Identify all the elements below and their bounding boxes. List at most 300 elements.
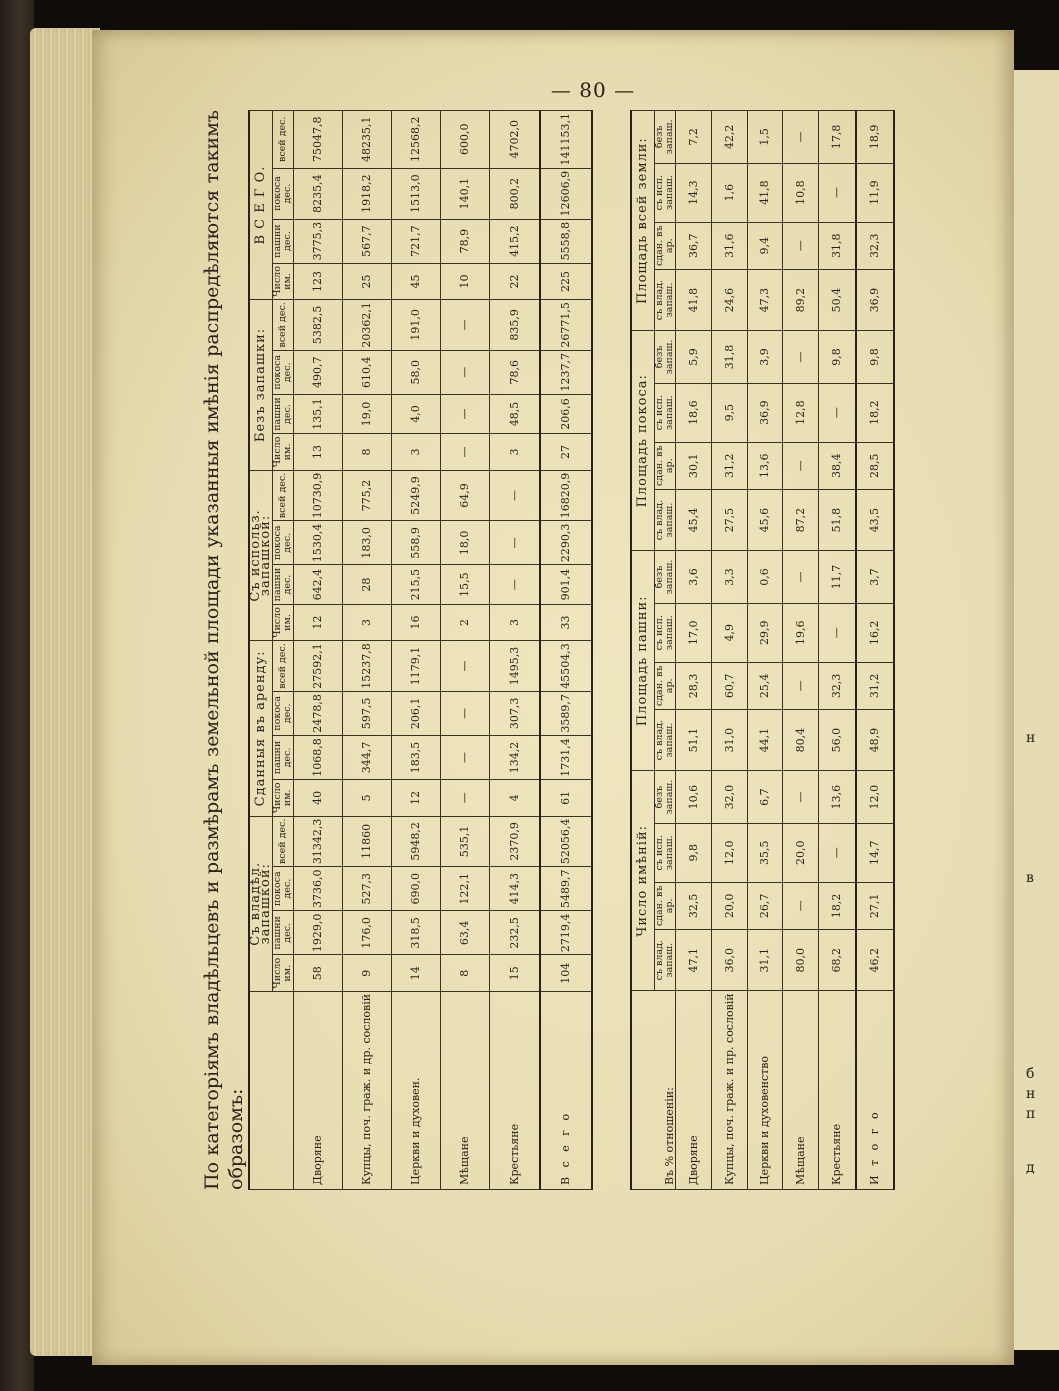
table-cell: 31342,3 bbox=[294, 816, 343, 867]
table-cell: — bbox=[819, 603, 856, 662]
sub-header: пашни дес. bbox=[273, 219, 294, 263]
table-cell: 5 bbox=[342, 780, 391, 816]
table-cell: 19,0 bbox=[342, 394, 391, 433]
table-cell: 35,5 bbox=[747, 823, 783, 882]
table-cell: 31,2 bbox=[856, 662, 894, 709]
table-cell: 45504,3 bbox=[540, 641, 592, 692]
rotated-content bbox=[200, 110, 1000, 1190]
table-cell: 3 bbox=[489, 434, 540, 470]
table-row bbox=[783, 111, 819, 1190]
table-cell: 31,6 bbox=[711, 222, 747, 269]
sub-header: съ исп. запаш. bbox=[655, 383, 676, 442]
table-cell: 12 bbox=[294, 604, 343, 640]
table-cell: — bbox=[440, 350, 489, 394]
sub-header: безъ запаш. bbox=[655, 111, 676, 164]
table-cell: — bbox=[783, 442, 819, 489]
table-cell: 78,6 bbox=[489, 350, 540, 394]
table-cell: 5249,9 bbox=[391, 470, 440, 521]
table-cell: 36,9 bbox=[747, 383, 783, 442]
table-cell: 17,0 bbox=[676, 603, 712, 662]
sub-header: Число им. bbox=[273, 604, 294, 640]
sub-header: пашни дес. bbox=[273, 911, 294, 955]
table-row bbox=[342, 111, 391, 1190]
margin-fragment: д bbox=[1026, 1160, 1035, 1176]
label-header-empty bbox=[249, 991, 294, 1189]
table-cell: 1068,8 bbox=[294, 735, 343, 779]
page-edges bbox=[30, 28, 100, 1356]
table-cell: 68,2 bbox=[819, 930, 856, 991]
table-cell: — bbox=[440, 434, 489, 470]
table-cell: — bbox=[783, 111, 819, 164]
table-cell: — bbox=[440, 641, 489, 692]
table-cell: 140,1 bbox=[440, 168, 489, 219]
table-cell: 232,5 bbox=[489, 911, 540, 955]
table-cell: 206,1 bbox=[391, 691, 440, 735]
sub-header: Число им. bbox=[273, 263, 294, 299]
table-row bbox=[747, 111, 783, 1190]
table-cell: 10730,9 bbox=[294, 470, 343, 521]
table-cell: 17,8 bbox=[819, 111, 856, 164]
sub-header: всей дес. bbox=[273, 641, 294, 692]
table-cell: 8 bbox=[440, 955, 489, 991]
table-cell: — bbox=[783, 331, 819, 383]
total-row bbox=[540, 111, 592, 1190]
table-cell: 78,9 bbox=[440, 219, 489, 263]
table-cell: 26771,5 bbox=[540, 300, 592, 351]
row-label: Церкви и духовенство bbox=[747, 991, 783, 1190]
table-cell: 600,0 bbox=[440, 111, 489, 169]
table-cell: 13 bbox=[294, 434, 343, 470]
sub-header: всей дес. bbox=[273, 470, 294, 521]
table-cell: 835,9 bbox=[489, 300, 540, 351]
table-cell: 10,6 bbox=[676, 771, 712, 823]
group-header: Площадь покоса: bbox=[631, 331, 655, 551]
group-header: Съ использ. запашкой: bbox=[249, 470, 273, 641]
sub-header: съ влад. запаш. bbox=[655, 709, 676, 770]
table-cell: 318,5 bbox=[391, 911, 440, 955]
table-cell: 18,9 bbox=[856, 111, 894, 164]
sub-header: пашни дес. bbox=[273, 565, 294, 604]
table-cell: 60,7 bbox=[711, 662, 747, 709]
sub-header: съ влад. запаш. bbox=[655, 930, 676, 991]
holdings-table bbox=[248, 110, 593, 1190]
sub-header: пашни дес. bbox=[273, 735, 294, 779]
group-header: Сданныя въ аренду: bbox=[249, 641, 273, 816]
table-cell: 36,9 bbox=[856, 269, 894, 330]
table-cell: 567,7 bbox=[342, 219, 391, 263]
table-cell: 4 bbox=[489, 780, 540, 816]
table-cell: 721,7 bbox=[391, 219, 440, 263]
row-label: Крестьяне bbox=[819, 991, 856, 1190]
table-cell: — bbox=[783, 662, 819, 709]
table-cell: 41,8 bbox=[747, 163, 783, 222]
table-cell: 89,2 bbox=[783, 269, 819, 330]
table-cell: — bbox=[440, 691, 489, 735]
table-cell: — bbox=[440, 300, 489, 351]
table-cell: 33 bbox=[540, 604, 592, 640]
table-cell: 4,9 bbox=[711, 603, 747, 662]
table-cell: 6,7 bbox=[747, 771, 783, 823]
table-cell: — bbox=[440, 735, 489, 779]
table-cell: 415,2 bbox=[489, 219, 540, 263]
table-cell: 20,0 bbox=[711, 882, 747, 929]
group-header: Площадь пашни: bbox=[631, 551, 655, 771]
table-cell: 80,0 bbox=[783, 930, 819, 991]
group-header: Безъ запашки: bbox=[249, 300, 273, 471]
sub-header: сдан. въ ар. bbox=[655, 442, 676, 489]
row-label: Купцы, поч. граж. и пр. сословій bbox=[711, 991, 747, 1190]
table-cell: 47,1 bbox=[676, 930, 712, 991]
table-cell: — bbox=[489, 470, 540, 521]
table-cell: 28,3 bbox=[676, 662, 712, 709]
table-cell: 48,9 bbox=[856, 709, 894, 770]
row-label: В с е г о bbox=[540, 991, 592, 1189]
table-cell: 15,5 bbox=[440, 565, 489, 604]
intro-paragraph: По категоріямъ владѣльцевъ и размѣрамъ земельной площади указанныя имѣнія распредѣляются такимъ образомъ: bbox=[201, 110, 247, 1190]
row-label: Мѣщане bbox=[440, 991, 489, 1189]
table-cell: 14,3 bbox=[676, 163, 712, 222]
table-cell: 58,0 bbox=[391, 350, 440, 394]
group-header: Площадь всей земли: bbox=[631, 111, 655, 331]
sub-header: покоса дес. bbox=[273, 168, 294, 219]
table-cell: — bbox=[783, 771, 819, 823]
table-cell: 16 bbox=[391, 604, 440, 640]
table-cell: 10 bbox=[440, 263, 489, 299]
table-cell: 44,1 bbox=[747, 709, 783, 770]
table-cell: 535,1 bbox=[440, 816, 489, 867]
table-cell: 28,5 bbox=[856, 442, 894, 489]
sub-header: съ исп. запаш. bbox=[655, 603, 676, 662]
table-cell: 32,0 bbox=[711, 771, 747, 823]
sub-header: покоса дес. bbox=[273, 691, 294, 735]
table-cell: 1495,3 bbox=[489, 641, 540, 692]
row-label: Крестьяне bbox=[489, 991, 540, 1189]
table-cell: 9,8 bbox=[819, 331, 856, 383]
table-cell: 61 bbox=[540, 780, 592, 816]
table-cell: 3,7 bbox=[856, 551, 894, 603]
table-cell: 176,0 bbox=[342, 911, 391, 955]
table-cell: 135,1 bbox=[294, 394, 343, 433]
table-cell: 775,2 bbox=[342, 470, 391, 521]
table-cell: 9,8 bbox=[676, 823, 712, 882]
sub-header: Число им. bbox=[273, 434, 294, 470]
table-cell: 104 bbox=[540, 955, 592, 991]
table-cell: — bbox=[783, 551, 819, 603]
table-cell: 32,3 bbox=[819, 662, 856, 709]
table-cell: 40 bbox=[294, 780, 343, 816]
table-cell: 48,5 bbox=[489, 394, 540, 433]
table-cell: 48235,1 bbox=[342, 111, 391, 169]
table-cell: 13,6 bbox=[747, 442, 783, 489]
table-cell: 27 bbox=[540, 434, 592, 470]
table-cell: 490,7 bbox=[294, 350, 343, 394]
table-cell: 0,6 bbox=[747, 551, 783, 603]
table-cell: 307,3 bbox=[489, 691, 540, 735]
table-cell: 20,0 bbox=[783, 823, 819, 882]
row-label: Купцы, поч. граж. и др. сословій bbox=[342, 991, 391, 1189]
sub-header: всей дес. bbox=[273, 300, 294, 351]
group-header: Число имѣній: bbox=[631, 771, 655, 991]
sub-header: покоса дес. bbox=[273, 867, 294, 911]
table-cell: 642,4 bbox=[294, 565, 343, 604]
table-cell: 690,0 bbox=[391, 867, 440, 911]
table-cell: — bbox=[440, 394, 489, 433]
table-row bbox=[819, 111, 856, 1190]
table-cell: 20362,1 bbox=[342, 300, 391, 351]
table-cell: 27,5 bbox=[711, 489, 747, 550]
table-cell: 3 bbox=[489, 604, 540, 640]
sub-header: покоса дес. bbox=[273, 521, 294, 565]
row-label: Церкви и духовен. bbox=[391, 991, 440, 1189]
table-cell: 31,8 bbox=[819, 222, 856, 269]
group-header: В С Е Г О. bbox=[249, 111, 273, 300]
table-cell: 18,2 bbox=[856, 383, 894, 442]
table-cell: 1530,4 bbox=[294, 521, 343, 565]
table-cell: 26,7 bbox=[747, 882, 783, 929]
table-cell: 558,9 bbox=[391, 521, 440, 565]
table-cell: — bbox=[783, 222, 819, 269]
table-cell: 51,8 bbox=[819, 489, 856, 550]
table-cell: 11,9 bbox=[856, 163, 894, 222]
table-row bbox=[391, 111, 440, 1190]
table-cell: 414,3 bbox=[489, 867, 540, 911]
table-row bbox=[440, 111, 489, 1190]
table-cell: 10,8 bbox=[783, 163, 819, 222]
table-cell: 12,0 bbox=[856, 771, 894, 823]
percentage-table bbox=[630, 110, 895, 1190]
table-cell: 1179,1 bbox=[391, 641, 440, 692]
table-cell: 11,7 bbox=[819, 551, 856, 603]
table-cell: 2478,8 bbox=[294, 691, 343, 735]
sub-header: сдан. въ ар. bbox=[655, 662, 676, 709]
table-cell: 41,8 bbox=[676, 269, 712, 330]
sub-header: безъ запаш. bbox=[655, 551, 676, 603]
table-cell: 2719,4 bbox=[540, 911, 592, 955]
table-cell: 12,0 bbox=[711, 823, 747, 882]
table-cell: 22 bbox=[489, 263, 540, 299]
table-cell: 43,5 bbox=[856, 489, 894, 550]
table-cell: 5948,2 bbox=[391, 816, 440, 867]
table-cell: 15237,8 bbox=[342, 641, 391, 692]
table-cell: 3 bbox=[391, 434, 440, 470]
table-cell: 50,4 bbox=[819, 269, 856, 330]
table-cell: 3589,7 bbox=[540, 691, 592, 735]
table-row bbox=[711, 111, 747, 1190]
table-cell: 9,8 bbox=[856, 331, 894, 383]
table-cell: 52056,4 bbox=[540, 816, 592, 867]
table-cell: 344,7 bbox=[342, 735, 391, 779]
table-cell: 3 bbox=[342, 604, 391, 640]
sub-header: всей дес. bbox=[273, 816, 294, 867]
table-cell: 4,0 bbox=[391, 394, 440, 433]
table-cell: 36,7 bbox=[676, 222, 712, 269]
sub-header: покоса дес. bbox=[273, 350, 294, 394]
table-cell: 27,1 bbox=[856, 882, 894, 929]
table-cell: 2 bbox=[440, 604, 489, 640]
table-cell: 3,3 bbox=[711, 551, 747, 603]
table-cell: 2290,3 bbox=[540, 521, 592, 565]
table-cell: 800,2 bbox=[489, 168, 540, 219]
table-cell: — bbox=[489, 565, 540, 604]
table-cell: 1513,0 bbox=[391, 168, 440, 219]
table-cell: 1,5 bbox=[747, 111, 783, 164]
table-cell: 16,2 bbox=[856, 603, 894, 662]
row-label: Мѣщане bbox=[783, 991, 819, 1190]
table-cell: 122,1 bbox=[440, 867, 489, 911]
table-cell: 141153,1 bbox=[540, 111, 592, 169]
next-page-strip bbox=[1014, 70, 1059, 1350]
sub-header: съ влад. запаш. bbox=[655, 269, 676, 330]
page-number: — 80 — bbox=[550, 78, 636, 102]
table-cell: 80,4 bbox=[783, 709, 819, 770]
table-cell: 27592,1 bbox=[294, 641, 343, 692]
table-cell: 18,2 bbox=[819, 882, 856, 929]
table-cell: 63,4 bbox=[440, 911, 489, 955]
sub-header: сдан. въ ар. bbox=[655, 882, 676, 929]
group-header: Съ владѣл. запашкой: bbox=[249, 816, 273, 991]
sub-header: Число им. bbox=[273, 955, 294, 991]
table-cell: 14,7 bbox=[856, 823, 894, 882]
table-cell: 9,4 bbox=[747, 222, 783, 269]
table-cell: 3736,0 bbox=[294, 867, 343, 911]
sub-header: безъ запаш. bbox=[655, 331, 676, 383]
table-cell: 2370,9 bbox=[489, 816, 540, 867]
table-cell: 8235,4 bbox=[294, 168, 343, 219]
table-cell: 610,4 bbox=[342, 350, 391, 394]
table-cell: 31,2 bbox=[711, 442, 747, 489]
table-cell: 3775,3 bbox=[294, 219, 343, 263]
margin-fragment: н bbox=[1026, 1086, 1036, 1102]
table-cell: 45,6 bbox=[747, 489, 783, 550]
sub-header: Число им. bbox=[273, 780, 294, 816]
table-cell: 183,0 bbox=[342, 521, 391, 565]
table-cell: 215,5 bbox=[391, 565, 440, 604]
table-cell: 29,9 bbox=[747, 603, 783, 662]
table-cell: 31,1 bbox=[747, 930, 783, 991]
table-cell: 12568,2 bbox=[391, 111, 440, 169]
table-cell: — bbox=[783, 882, 819, 929]
table-cell: 191,0 bbox=[391, 300, 440, 351]
table-cell: 13,6 bbox=[819, 771, 856, 823]
table-cell: 56,0 bbox=[819, 709, 856, 770]
margin-fragment: в bbox=[1026, 870, 1034, 886]
table-cell: 1929,0 bbox=[294, 911, 343, 955]
table-cell: 901,4 bbox=[540, 565, 592, 604]
table-cell: 46,2 bbox=[856, 930, 894, 991]
table-cell: 527,3 bbox=[342, 867, 391, 911]
table-cell: — bbox=[440, 780, 489, 816]
margin-fragment: п bbox=[1026, 1106, 1036, 1122]
row-label: Дворяне bbox=[294, 991, 343, 1189]
table-cell: 45 bbox=[391, 263, 440, 299]
sub-header: всей дес. bbox=[273, 111, 294, 169]
sub-header: съ влад. запаш. bbox=[655, 489, 676, 550]
table-cell: 31,8 bbox=[711, 331, 747, 383]
table-cell: 14 bbox=[391, 955, 440, 991]
table-cell: 1,6 bbox=[711, 163, 747, 222]
table-row bbox=[676, 111, 712, 1190]
table-cell: 36,0 bbox=[711, 930, 747, 991]
sub-header: пашни дес. bbox=[273, 394, 294, 433]
table-cell: 4702,0 bbox=[489, 111, 540, 169]
table-cell: 32,3 bbox=[856, 222, 894, 269]
table-cell: 12,8 bbox=[783, 383, 819, 442]
table-cell: 1918,2 bbox=[342, 168, 391, 219]
sub-header: съ исп. запаш. bbox=[655, 163, 676, 222]
table-cell: 3,6 bbox=[676, 551, 712, 603]
table-cell: 15 bbox=[489, 955, 540, 991]
table-cell: 18,6 bbox=[676, 383, 712, 442]
table-cell: 134,2 bbox=[489, 735, 540, 779]
table-cell: 16820,9 bbox=[540, 470, 592, 521]
table-cell: 42,2 bbox=[711, 111, 747, 164]
table-cell: 225 bbox=[540, 263, 592, 299]
table-cell: 206,6 bbox=[540, 394, 592, 433]
sub-header: безъ запаш. bbox=[655, 771, 676, 823]
table-cell: 9 bbox=[342, 955, 391, 991]
table-cell: 11860 bbox=[342, 816, 391, 867]
table-cell: 47,3 bbox=[747, 269, 783, 330]
table-cell: 32,5 bbox=[676, 882, 712, 929]
table-cell: 12 bbox=[391, 780, 440, 816]
table-cell: 38,4 bbox=[819, 442, 856, 489]
table-cell: 28 bbox=[342, 565, 391, 604]
table-cell: 51,1 bbox=[676, 709, 712, 770]
margin-fragment: н bbox=[1026, 730, 1036, 746]
table-cell: — bbox=[819, 383, 856, 442]
table-cell: — bbox=[489, 521, 540, 565]
percent-label-header: Въ % отношеніи: bbox=[631, 991, 676, 1190]
table-cell: 5382,5 bbox=[294, 300, 343, 351]
table-cell: — bbox=[819, 163, 856, 222]
table-cell: 45,4 bbox=[676, 489, 712, 550]
table-cell: 87,2 bbox=[783, 489, 819, 550]
table-cell: 18,0 bbox=[440, 521, 489, 565]
table-cell: 1731,4 bbox=[540, 735, 592, 779]
table-cell: 9,5 bbox=[711, 383, 747, 442]
table-cell: 123 bbox=[294, 263, 343, 299]
table-cell: 19,6 bbox=[783, 603, 819, 662]
table-cell: — bbox=[819, 823, 856, 882]
table-cell: 5558,8 bbox=[540, 219, 592, 263]
table-cell: 597,5 bbox=[342, 691, 391, 735]
sub-header: съ исп. запаш. bbox=[655, 823, 676, 882]
sub-header: сдан. въ ар. bbox=[655, 222, 676, 269]
total-row bbox=[856, 111, 894, 1190]
table-cell: 5,9 bbox=[676, 331, 712, 383]
table-cell: 8 bbox=[342, 434, 391, 470]
table-row bbox=[294, 111, 343, 1190]
table-cell: 64,9 bbox=[440, 470, 489, 521]
table-cell: 25,4 bbox=[747, 662, 783, 709]
table-cell: 12606,9 bbox=[540, 168, 592, 219]
table-cell: 183,5 bbox=[391, 735, 440, 779]
table-cell: 75047,8 bbox=[294, 111, 343, 169]
table-cell: 24,6 bbox=[711, 269, 747, 330]
table-cell: 30,1 bbox=[676, 442, 712, 489]
table-cell: 25 bbox=[342, 263, 391, 299]
table-cell: 1237,7 bbox=[540, 350, 592, 394]
table-cell: 5489,7 bbox=[540, 867, 592, 911]
margin-fragment: б bbox=[1026, 1066, 1035, 1082]
table-cell: 31,0 bbox=[711, 709, 747, 770]
table-row bbox=[489, 111, 540, 1190]
row-label: И т о г о bbox=[856, 991, 894, 1190]
book-spine bbox=[0, 0, 34, 1391]
table-cell: 7,2 bbox=[676, 111, 712, 164]
table-cell: 3,9 bbox=[747, 331, 783, 383]
table-cell: 58 bbox=[294, 955, 343, 991]
